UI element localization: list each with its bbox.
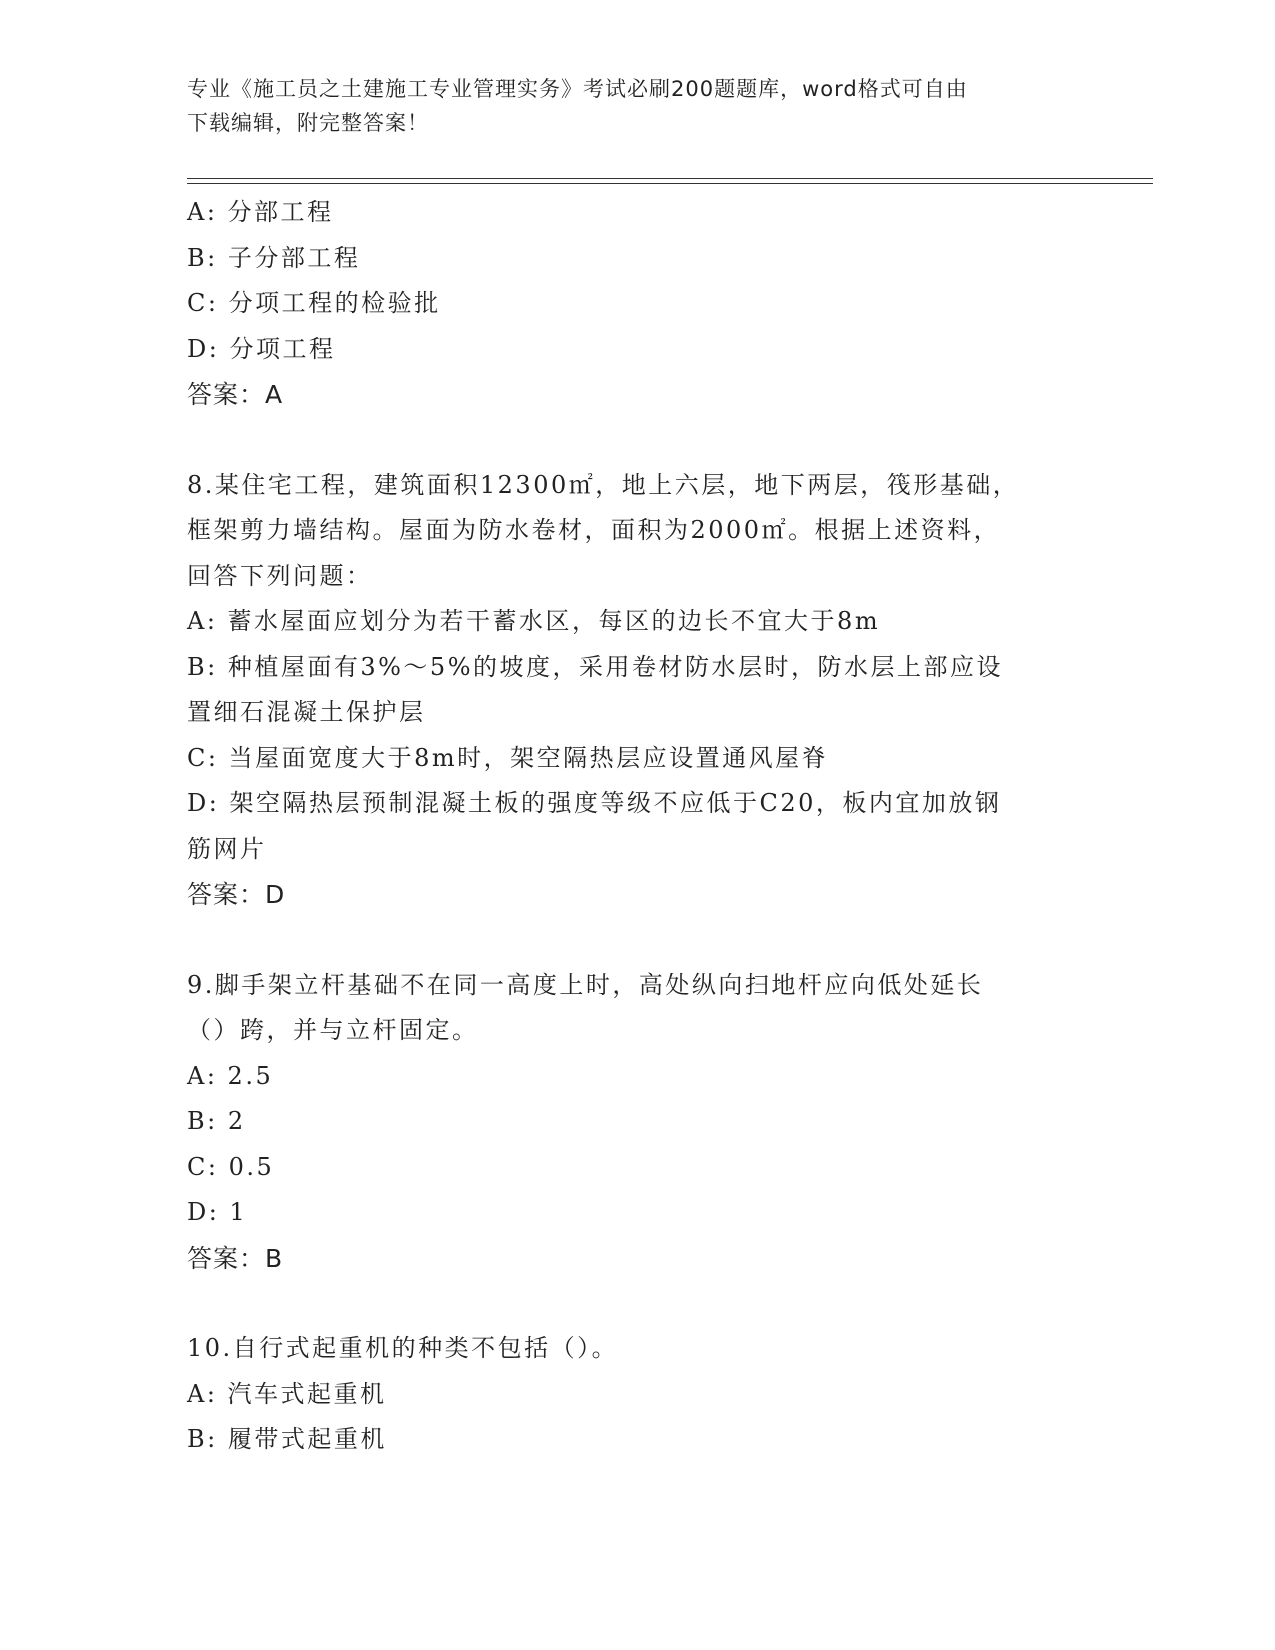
option-d: D: 分项工程 xyxy=(187,334,336,363)
option-b: B: 子分部工程 xyxy=(187,243,361,272)
question-stem: 框架剪力墙结构。屋面为防水卷材，面积为2000㎡。根据上述资料， xyxy=(187,516,1001,544)
option-a: A: 分部工程 xyxy=(187,198,334,226)
option-c: C: 当屋面宽度大于8m时，架空隔热层应设置通风屋脊 xyxy=(187,743,829,772)
option-b: B: 种植屋面有3%～5%的坡度，采用卷材防水层时，防水层上部应设 xyxy=(187,652,1003,681)
option-a: A: 2.5 xyxy=(187,1061,274,1090)
option-c: C: 分项工程的检验批 xyxy=(187,289,441,317)
option-d-continued: 筋网片 xyxy=(187,834,267,863)
header-divider-bottom xyxy=(187,183,1153,184)
answer: 答案：D xyxy=(187,880,286,909)
document-header xyxy=(187,72,1067,140)
question-stem: 8.某住宅工程，建筑面积12300㎡，地上六层，地下两层，筏形基础， xyxy=(187,470,1020,499)
option-a: A: 汽车式起重机 xyxy=(187,1379,387,1408)
option-a: A: 蓄水屋面应划分为若干蓄水区，每区的边长不宜大于8m xyxy=(187,607,881,635)
option-d: D: 架空隔热层预制混凝土板的强度等级不应低于C20，板内宜加放钢 xyxy=(187,789,1002,817)
question-list xyxy=(187,190,1087,1463)
question-7 xyxy=(187,190,1087,418)
option-c: C: 0.5 xyxy=(187,1152,275,1181)
option-b: B: 履带式起重机 xyxy=(187,1425,387,1453)
answer: 答案：B xyxy=(187,1243,284,1273)
answer: 答案：A xyxy=(187,380,284,409)
spacer xyxy=(187,418,1087,463)
question-stem: 10.自行式起重机的种类不包括（）。 xyxy=(187,1334,619,1362)
option-d: D: 1 xyxy=(187,1198,248,1226)
question-8 xyxy=(187,463,1087,918)
header-line-1: 专业《施工员之土建施工专业管理实务》考试必刷200题题库，word格式可自由 xyxy=(187,77,968,101)
spacer xyxy=(187,1281,1087,1326)
question-stem: 9.脚手架立杆基础不在同一高度上时，高处纵向扫地杆应向低处延长 xyxy=(187,970,984,999)
option-b: B: 2 xyxy=(187,1107,246,1135)
header-line-2: 下载编辑，附完整答案！ xyxy=(187,111,429,135)
header-divider-top xyxy=(187,178,1153,179)
spacer xyxy=(187,918,1087,963)
option-b-continued: 置细石混凝土保护层 xyxy=(187,698,426,726)
question-stem: 回答下列问题： xyxy=(187,561,373,590)
question-9 xyxy=(187,963,1087,1282)
question-stem: （）跨，并与立杆固定。 xyxy=(187,1016,479,1044)
question-10 xyxy=(187,1326,1087,1463)
